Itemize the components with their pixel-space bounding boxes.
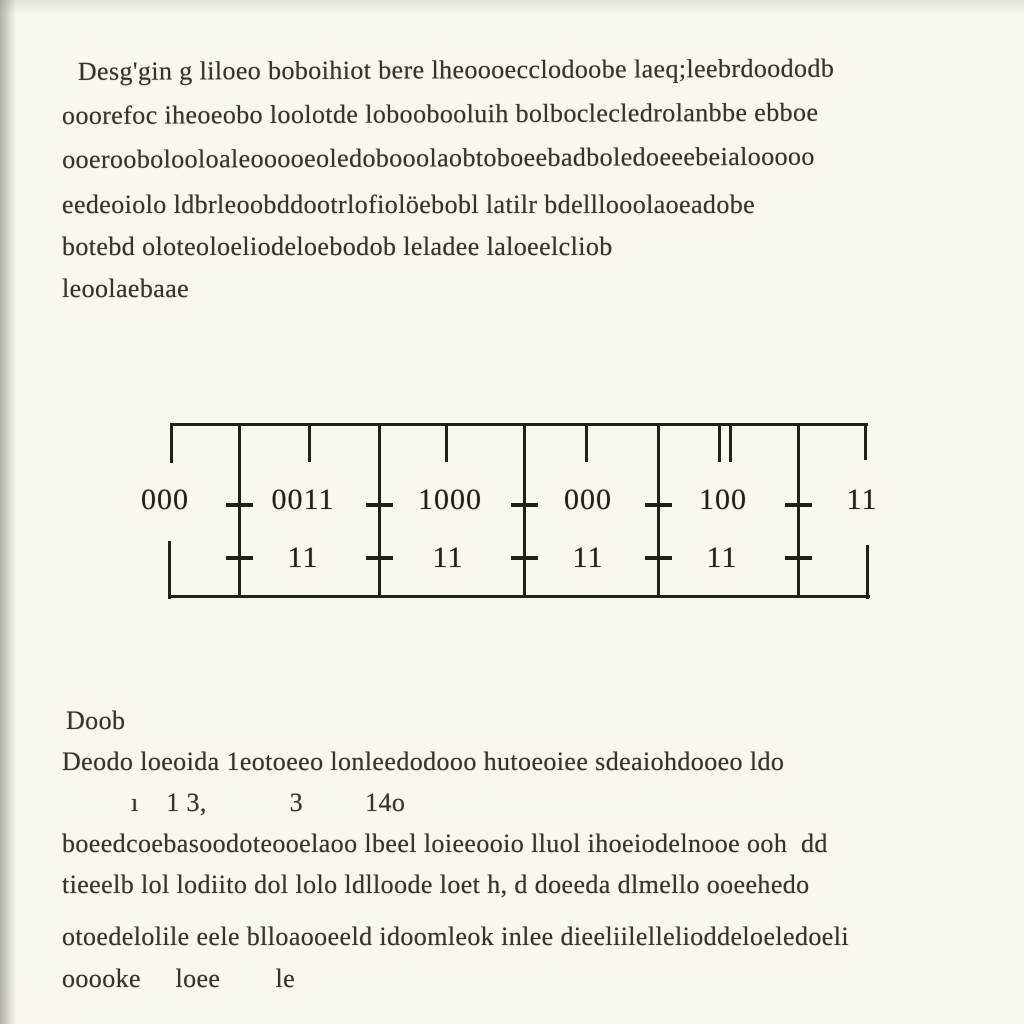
text-line: leoolaebaae (62, 274, 190, 303)
cell-value: 0011 (271, 483, 335, 516)
cell-value: 11 (432, 541, 464, 574)
figure-register-diagram (141, 423, 878, 599)
text-line: ooorefoc iheoeobo loolotde loboobooluih bolboclecledrolanbbe ebboe (61, 97, 819, 130)
cell-value: 11 (846, 483, 878, 516)
text-line: otoedelolile eele blloaooeeld idoomleok inlee dieeliilellelioddeloeledoeli (62, 922, 849, 951)
figure-divider (797, 423, 800, 598)
text-line: ı 1 3, 3 14o (62, 788, 406, 817)
text-line: boeedcoebasoodoteooelaoo lbeel loieeooio lluol ihoeiodelnooe ooh dd (62, 829, 828, 858)
figure-tick (785, 503, 812, 507)
cell-value: 11 (287, 541, 319, 574)
cell-value: 000 (141, 483, 189, 516)
paragraph-4 (62, 916, 962, 1000)
cell-value: 1000 (418, 483, 482, 516)
text-line: botebd oloteoloeliodeloebodob leladee laloeelcliob (62, 232, 613, 261)
text-line: ooooke loee le (62, 964, 296, 993)
figure-top-rule (170, 423, 868, 426)
text-line: eedeoiolo ldbrleoobddootrlofiolöebobl latilr bdelllooolaoeadobe (62, 190, 756, 219)
figure-tick (645, 503, 672, 507)
cell-value: 000 (564, 483, 612, 516)
figure-tick (366, 503, 393, 507)
figure-tick (366, 556, 393, 560)
paragraph-1 (62, 46, 963, 182)
figure-top-stub (585, 426, 588, 462)
figure-right-bottom-stub (866, 545, 869, 599)
figure-top-stub (308, 426, 311, 462)
cell-value: 100 (699, 483, 747, 516)
cell-value: 11 (572, 541, 604, 574)
figure-tick (785, 556, 812, 560)
figure-divider (238, 423, 241, 598)
figure-top-stub (718, 426, 721, 462)
figure-left-top-stub (170, 425, 173, 463)
text-line: ooeroobolooloaleooooeoledobooolaobtoboeebadboledoeeebeialooooo (62, 141, 815, 174)
figure-tick (511, 503, 538, 507)
figure-divider (657, 423, 660, 598)
figure-tick (645, 556, 672, 560)
paragraph-3 (62, 700, 962, 905)
figure-divider (378, 423, 381, 598)
figure-divider (523, 423, 526, 598)
figure-right-top-stub (864, 425, 867, 460)
cell-value: 11 (706, 541, 738, 574)
figure-top-stub (729, 426, 732, 462)
paragraph-2 (62, 184, 962, 310)
text-line: Deodo loeoida 1eotoeeo lonleedodooo hutoeoiee sdeaiohdooeo ldo (62, 747, 785, 776)
figure-left-bottom-stub (168, 541, 171, 599)
figure-tick (226, 556, 253, 560)
figure-tick (226, 503, 253, 507)
text-line: Doob (66, 706, 126, 735)
figure-top-stub (445, 426, 448, 462)
figure-bottom-rule (168, 595, 870, 598)
figure-tick (511, 556, 538, 560)
text-line: tieeelb lol lodiito dol lolo ldlloode loet h, d doeeda dlmello ooeehedo (62, 870, 810, 899)
text-line: Desg'gin g liloeo boboihiot bere lheoooecclodoobe laeq;leebrdoododb (77, 53, 835, 86)
